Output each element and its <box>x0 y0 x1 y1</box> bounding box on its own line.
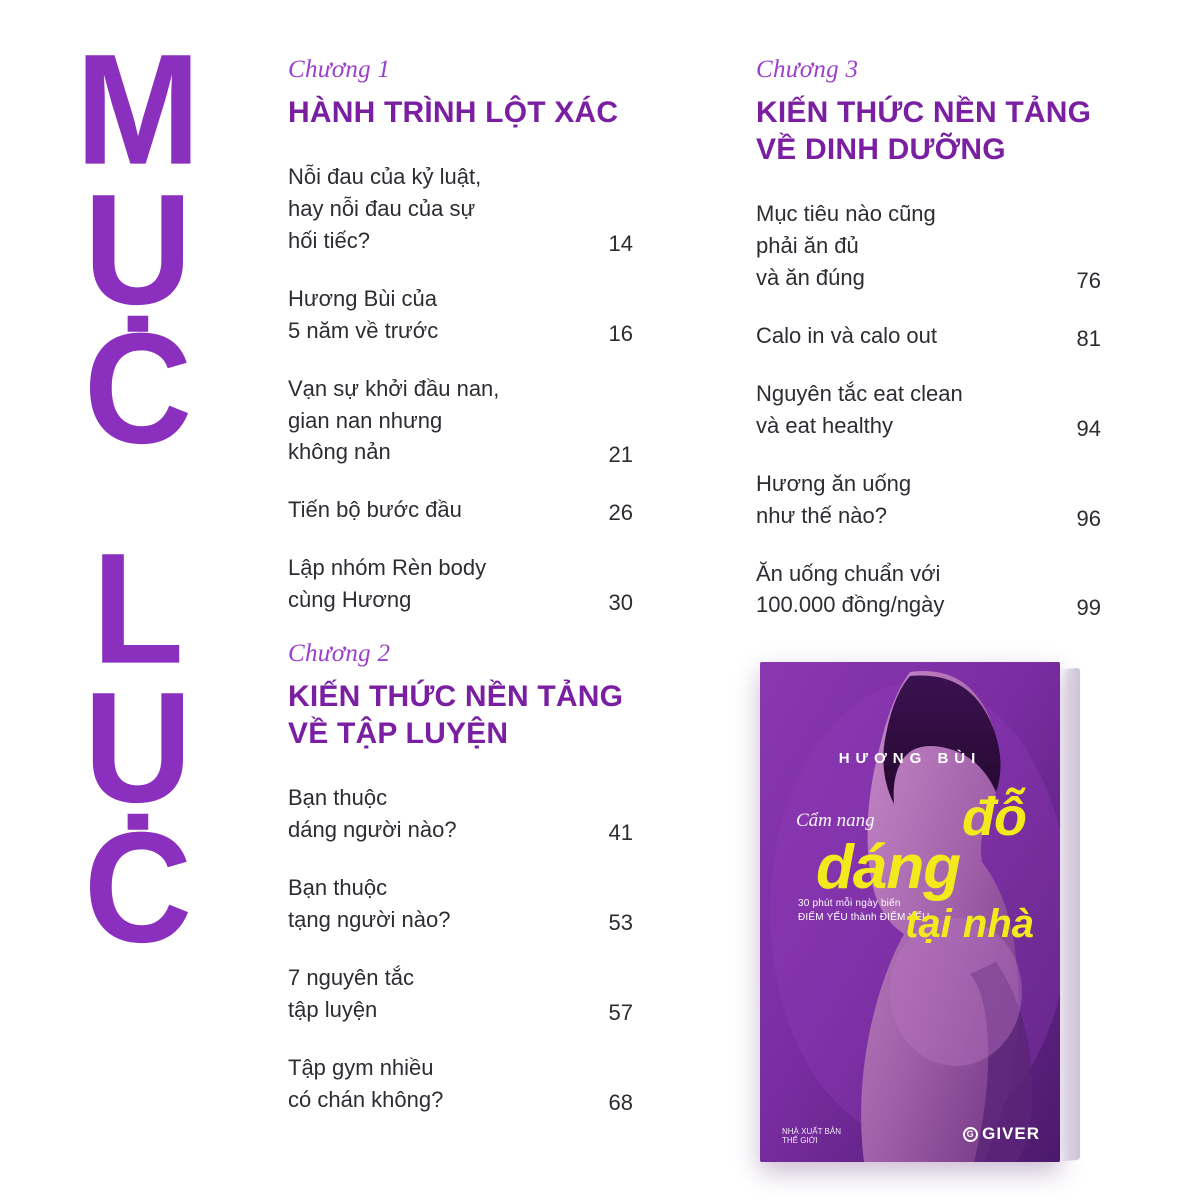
toc-entry-text: Bạn thuộc tạng người nào? <box>288 875 451 933</box>
toc-entry[interactable] <box>756 198 1101 294</box>
page-title-letter: L <box>92 519 186 696</box>
toc-list <box>288 782 633 1115</box>
toc-entry-text: Nguyên tắc eat clean và eat healthy <box>756 380 963 438</box>
toc-entry[interactable] <box>288 494 633 526</box>
toc-entry-page: 30 <box>608 589 633 615</box>
toc-entry-text: Ăn uống chuẩn với 100.000 đồng/ngày <box>756 560 945 618</box>
toc-entry-page: 16 <box>608 320 633 346</box>
page-title-letter: M <box>75 20 203 198</box>
cover-prefix-text: Cẩm nang <box>796 810 875 831</box>
chapter-section-1 <box>288 56 633 616</box>
book-cover-image <box>754 648 1094 1176</box>
page-title-letter: Ụ <box>83 658 195 836</box>
toc-entry[interactable] <box>288 872 633 936</box>
toc-list <box>288 161 633 616</box>
book-front-cover <box>760 662 1060 1162</box>
page-title-vertical <box>34 20 244 1160</box>
toc-entry-text: Hương Bùi của 5 năm về trước <box>288 285 439 343</box>
toc-entry-text: Nỗi đau của kỷ luật, hay nỗi đau của sự hối tiếc? <box>288 164 482 253</box>
cover-author-name: HƯƠNG BÙI <box>838 750 982 767</box>
brand-mark-icon: G <box>963 1127 978 1142</box>
toc-entry-page: 41 <box>608 820 633 846</box>
page-title-letter: C <box>83 798 195 975</box>
toc-entry[interactable] <box>756 378 1101 442</box>
chapter-section-2 <box>288 640 633 1116</box>
page-title-letter: Ụ <box>83 160 195 337</box>
toc-entry-page: 57 <box>608 999 633 1025</box>
toc-list <box>756 198 1101 621</box>
toc-entry[interactable] <box>756 320 1101 352</box>
toc-entry-text: Lập nhóm Rèn body cùng Hương <box>288 555 487 613</box>
toc-entry-page: 14 <box>608 230 633 256</box>
toc-entry[interactable] <box>288 782 633 846</box>
toc-entry-text: 7 nguyên tắc tập luyện <box>288 964 414 1022</box>
cover-title-tainha: tại nhà <box>905 902 1034 946</box>
chapter-label: Chương 1 <box>288 56 391 83</box>
toc-entry-text: Tiến bộ bước đầu <box>288 497 462 523</box>
chapter-title: KIẾN THỨC NỀN TẢNG VỀ TẬP LUYỆN <box>288 680 624 751</box>
toc-entry-page: 68 <box>608 1089 633 1115</box>
toc-entry[interactable] <box>288 283 633 347</box>
toc-entry[interactable] <box>756 558 1101 622</box>
toc-entry-page: 81 <box>1076 325 1101 351</box>
cover-subtitle-line-2: ĐIỂM YẾU thành ĐIỂM YẾU <box>798 912 930 923</box>
toc-entry-page: 26 <box>608 500 633 526</box>
chapter-title: KIẾN THỨC NỀN TẢNG VỀ DINH DƯỠNG <box>756 96 1092 167</box>
chapter-label: Chương 2 <box>288 640 391 667</box>
cover-subtitle-line-1: 30 phút mỗi ngày biến <box>798 898 901 909</box>
toc-entry[interactable] <box>288 1052 633 1116</box>
chapter-title: HÀNH TRÌNH LỘT XÁC <box>288 96 619 129</box>
toc-entry[interactable] <box>288 552 633 616</box>
toc-entry-page: 94 <box>1076 415 1101 441</box>
toc-entry[interactable] <box>288 962 633 1026</box>
toc-entry-page: 96 <box>1076 505 1101 531</box>
toc-entry-text: Hương ăn uống như thế nào? <box>756 470 912 528</box>
cover-publisher: NHÀ XUẤT BẢN THẾ GIỚI <box>782 1126 841 1146</box>
brand-name: GIVER <box>982 1124 1040 1143</box>
toc-entry-page: 99 <box>1076 595 1101 621</box>
toc-entry-page: 21 <box>608 442 633 468</box>
toc-entry-text: Tập gym nhiều có chán không? <box>288 1054 444 1112</box>
toc-entry[interactable] <box>756 468 1101 532</box>
chapter-section-3 <box>756 56 1101 621</box>
cover-brand-logo <box>963 1124 1040 1144</box>
toc-entry-text: Vạn sự khởi đầu nan, gian nan nhưng không nản <box>288 375 500 465</box>
toc-entry-page: 53 <box>608 909 633 935</box>
cover-title-dang: dáng <box>816 833 961 902</box>
toc-entry-text: Mục tiêu nào cũng phải ăn đủ và ăn đúng <box>756 201 936 291</box>
chapter-label: Chương 3 <box>756 56 859 83</box>
toc-entry[interactable] <box>288 161 633 257</box>
toc-entry-text: Calo in và calo out <box>756 323 937 349</box>
page-title-letter: C <box>83 299 195 477</box>
cover-title-do: đỗ <box>962 787 1026 847</box>
toc-entry-text: Bạn thuộc dáng người nào? <box>288 785 457 843</box>
toc-entry[interactable] <box>288 373 633 469</box>
toc-entry-page: 76 <box>1076 268 1101 294</box>
